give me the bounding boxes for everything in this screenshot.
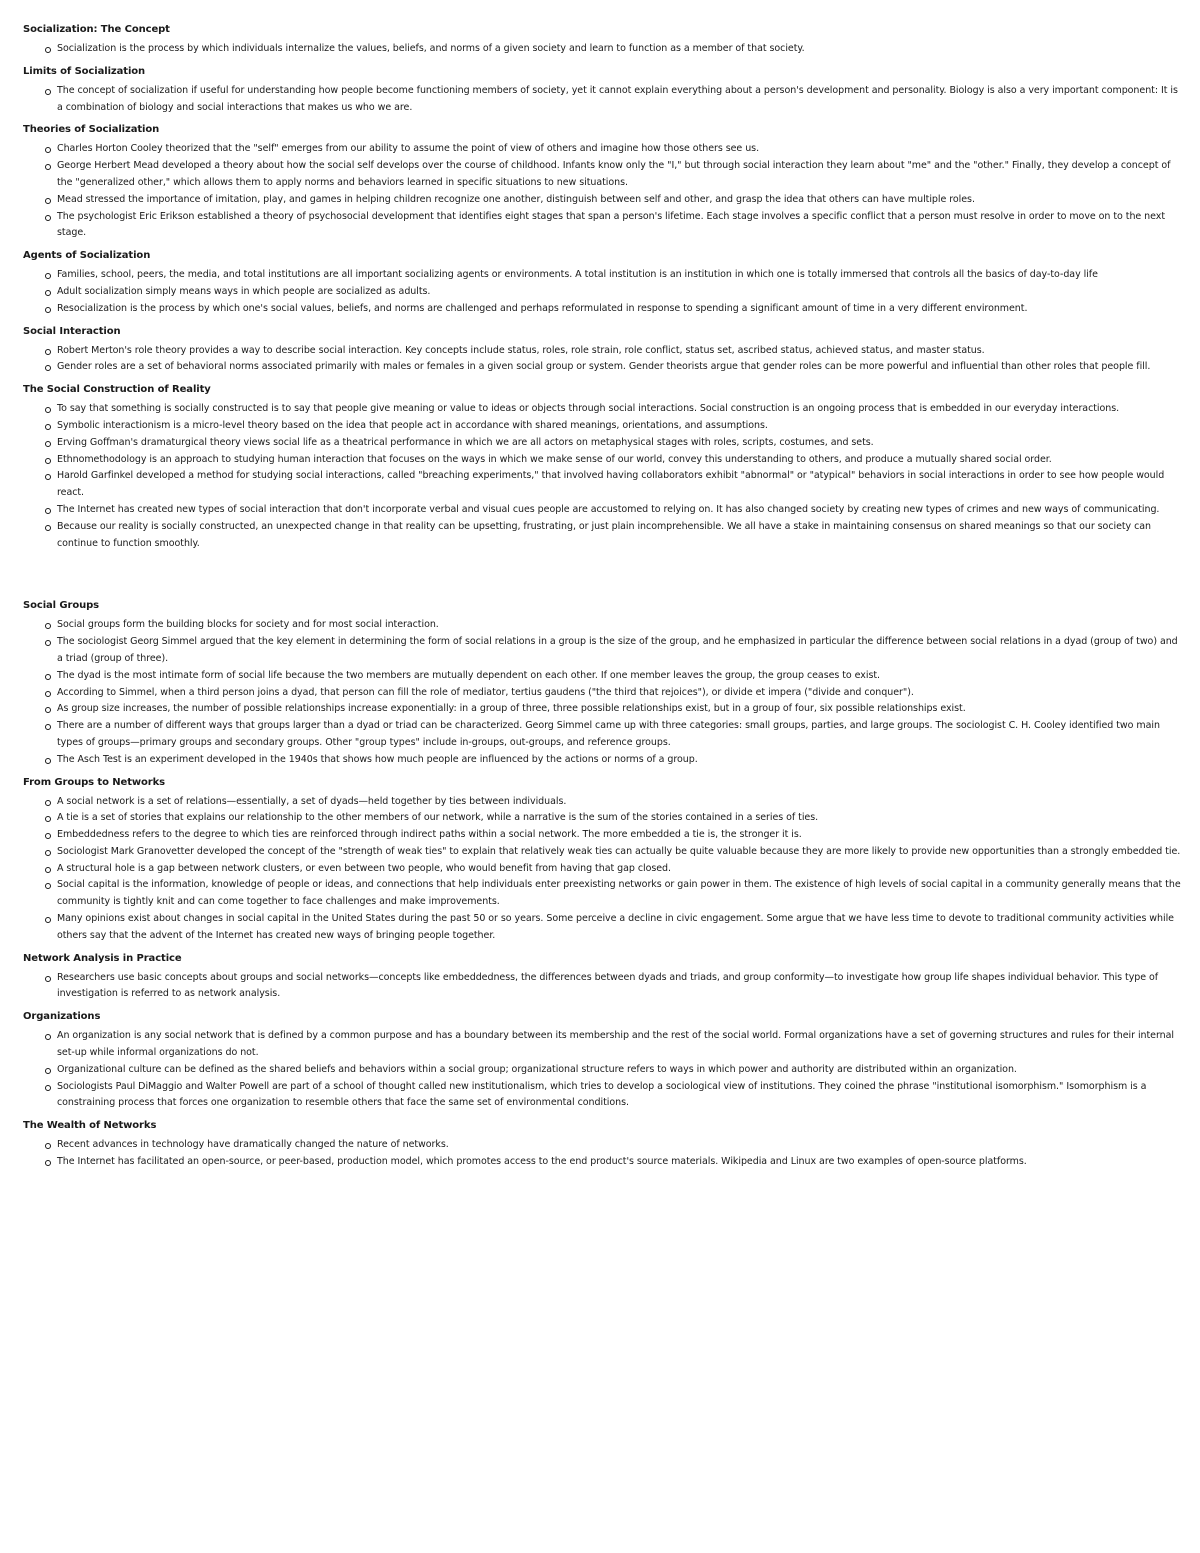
- section-heading: Social Groups: [23, 600, 100, 612]
- bullet-item: Organizational culture can be defined as the shared beliefs and behaviors within a social group; organizational structure refers to ways in which power and authority are distributed within an organization.: [57, 1062, 1182, 1079]
- bullet-item: Adult socialization simply means ways in which people are socialized as adults.: [57, 284, 1182, 301]
- bullet-item: The Internet has created new types of social interaction that don't incorporate verbal and visual cues people are accustomed to relying on. It has also changed society by creating new types of crimes and new ways of communicating.: [57, 502, 1182, 519]
- bullet-item: Recent advances in technology have dramatically changed the nature of networks.: [57, 1137, 1182, 1154]
- bullet-item: A social network is a set of relations—essentially, a set of dyads—held together by ties between individuals.: [57, 794, 1182, 811]
- section: [23, 775, 1182, 945]
- bullet-list: [23, 141, 1182, 242]
- bullet-item: The psychologist Eric Erikson established a theory of psychosocial development that identifies eight stages that span a person's lifetime. Each stage involves a specific conflict that a person must resolve in order to move on to the next stage.: [57, 209, 1182, 243]
- section-heading: The Wealth of Networks: [23, 1120, 157, 1132]
- bullet-list: [23, 1137, 1182, 1171]
- section-spacer: [23, 558, 1182, 598]
- bullet-item: Researchers use basic concepts about groups and social networks—concepts like embeddedness, the differences between dyads and triads, and group conformity—to investigate how group life shapes individual behavior. This type of investigation is referred to as network analysis.: [57, 970, 1182, 1004]
- bullet-item: A tie is a set of stories that explains our relationship to the other members of our network, while a narrative is the sum of the stories contained in a series of ties.: [57, 810, 1182, 827]
- bullet-list: [23, 794, 1182, 945]
- bullet-item: Families, school, peers, the media, and total institutions are all important socializing agents or environments. A total institution is an institution in which one is totally immersed that controls all the basics of day-to-day life: [57, 267, 1182, 284]
- bullet-item: As group size increases, the number of possible relationships increase exponentially: in a group of three, three possible relationships exist, but in a group of four, six possible relationships exist.: [57, 701, 1182, 718]
- bullet-item: An organization is any social network that is defined by a common purpose and has a boundary between its membership and the rest of the social world. Formal organizations have a set of governing structures and rules for their internal set-up while informal organizations do not.: [57, 1028, 1182, 1062]
- bullet-item: Sociologist Mark Granovetter developed the concept of the "strength of weak ties" to explain that relatively weak ties can actually be quite valuable because they are more likely to provide new opportunities than a strongly embedded tie.: [57, 844, 1182, 861]
- bullet-list: [23, 41, 1182, 58]
- bullet-item: The sociologist Georg Simmel argued that the key element in determining the form of social relations in a group is the size of the group, and he emphasized in particular the difference between social relations in a dyad (group of two) and a triad (group of three).: [57, 634, 1182, 668]
- bullet-item: Sociologists Paul DiMaggio and Walter Powell are part of a school of thought called new institutionalism, which tries to develop a sociological view of institutions. They coined the phrase "institutional isomorphism." Isomorphism is a constraining process that forces one organization to resemble others that face the same set of environmental conditions.: [57, 1079, 1182, 1113]
- bullet-item: Mead stressed the importance of imitation, play, and games in helping children recognize one another, distinguish between self and other, and grasp the idea that others can have multiple roles.: [57, 192, 1182, 209]
- section: [23, 22, 1182, 58]
- bullet-item: To say that something is socially constructed is to say that people give meaning or value to ideas or objects through social interactions. Social construction is an ongoing process that is embedded in our everyday interactions.: [57, 401, 1182, 418]
- bullet-list: [23, 343, 1182, 377]
- section-heading: The Social Construction of Reality: [23, 384, 211, 396]
- bullet-item: Socialization is the process by which individuals internalize the values, beliefs, and norms of a given society and learn to function as a member of that society.: [57, 41, 1182, 58]
- bullet-list: [23, 267, 1182, 317]
- section-heading: Socialization: The Concept: [23, 24, 170, 35]
- bullet-item: Embeddedness refers to the degree to which ties are reinforced through indirect paths within a social network. The more embedded a tie is, the stronger it is.: [57, 827, 1182, 844]
- bullet-item: Resocialization is the process by which one's social values, beliefs, and norms are challenged and perhaps reformulated in response to spending a significant amount of time in a very different environment.: [57, 301, 1182, 318]
- section: [23, 324, 1182, 377]
- section: [23, 1009, 1182, 1112]
- bullet-item: Because our reality is socially constructed, an unexpected change in that reality can be upsetting, frustrating, or just plain incomprehensible. We all have a stake in maintaining consensus on shared meanings so that our society can continue to function smoothly.: [57, 519, 1182, 553]
- bullet-item: Harold Garfinkel developed a method for studying social interactions, called "breaching experiments," that involved having collaborators exhibit "abnormal" or "atypical" behaviors in social interactions in order to see how people would react.: [57, 468, 1182, 502]
- bullet-item: The Internet has facilitated an open-source, or peer-based, production model, which promotes access to the end product's source materials. Wikipedia and Linux are two examples of open-source platforms.: [57, 1154, 1182, 1171]
- bullet-item: Social capital is the information, knowledge of people or ideas, and connections that help individuals enter preexisting networks or gain power in them. The existence of high levels of social capital in a community generally means that the community is tightly knit and can come together to face challenges and make improvements.: [57, 877, 1182, 911]
- bullet-item: Gender roles are a set of behavioral norms associated primarily with males or females in a given social group or system. Gender theorists argue that gender roles can be more powerful and influential than other roles that people fill.: [57, 359, 1182, 376]
- section: [23, 64, 1182, 117]
- section-heading: Organizations: [23, 1011, 101, 1023]
- bullet-item: According to Simmel, when a third person joins a dyad, that person can fill the role of mediator, tertius gaudens ("the third that rejoices"), or divide et impera ("divide and conquer").: [57, 685, 1182, 702]
- bullet-item: A structural hole is a gap between network clusters, or even between two people, who would benefit from having that gap closed.: [57, 861, 1182, 878]
- section-heading: From Groups to Networks: [23, 776, 166, 788]
- bullet-item: The Asch Test is an experiment developed in the 1940s that shows how much people are influenced by the actions or norms of a group.: [57, 752, 1182, 769]
- bullet-item: Many opinions exist about changes in social capital in the United States during the past 50 or so years. Some perceive a decline in civic engagement. Some argue that we have less time to devote to traditional community activities while others say that the advent of the Internet has created new ways of bringing people together.: [57, 911, 1182, 945]
- section: [23, 122, 1182, 242]
- section: [23, 248, 1182, 317]
- section-heading: Agents of Socialization: [23, 250, 151, 262]
- bullet-item: There are a number of different ways that groups larger than a dyad or triad can be characterized. Georg Simmel came up with three categories: small groups, parties, and large groups. The sociologist C. H. Cooley identified two main types of groups—primary groups and secondary groups. Other "group types" include in-groups, out-groups, and reference groups.: [57, 718, 1182, 752]
- section: [23, 951, 1182, 1004]
- section: [23, 1118, 1182, 1171]
- bullet-item: Robert Merton's role theory provides a way to describe social interaction. Key concepts include status, roles, role strain, role conflict, status set, ascribed status, achieved status, and master status.: [57, 343, 1182, 360]
- section-heading: Limits of Socialization: [23, 65, 146, 77]
- bullet-item: Ethnomethodology is an approach to studying human interaction that focuses on the ways in which we make sense of our world, convey this understanding to others, and produce a mutually shared social order.: [57, 452, 1182, 469]
- section: [23, 598, 1182, 768]
- bullet-item: Erving Goffman's dramaturgical theory views social life as a theatrical performance in which we are all actors on metaphysical stages with roles, scripts, costumes, and sets.: [57, 435, 1182, 452]
- bullet-list: [23, 401, 1182, 552]
- bullet-item: George Herbert Mead developed a theory about how the social self develops over the course of childhood. Infants know only the "I," but through social interaction they learn about "me" and the "other." Finally, they develop a concept of the "generalized other," which allows them to apply norms and behaviors learned in specific situations to new situations.: [57, 158, 1182, 192]
- bullet-item: Charles Horton Cooley theorized that the "self" emerges from our ability to assume the point of view of others and imagine how those others see us.: [57, 141, 1182, 158]
- bullet-list: [23, 617, 1182, 768]
- section-heading: Theories of Socialization: [23, 124, 160, 136]
- bullet-item: The concept of socialization if useful for understanding how people become functioning members of society, yet it cannot explain everything about a person's development and personality. Biology is also a very important component: It is a combination of biology and social interactions that makes us who we are.: [57, 83, 1182, 117]
- bullet-item: Social groups form the building blocks for society and for most social interaction.: [57, 617, 1182, 634]
- bullet-list: [23, 970, 1182, 1004]
- bullet-item: Symbolic interactionism is a micro-level theory based on the idea that people act in accordance with shared meanings, orientations, and assumptions.: [57, 418, 1182, 435]
- bullet-list: [23, 83, 1182, 117]
- section-heading: Social Interaction: [23, 325, 121, 337]
- bullet-item: The dyad is the most intimate form of social life because the two members are mutually dependent on each other. If one member leaves the group, the group ceases to exist.: [57, 668, 1182, 685]
- bullet-list: [23, 1028, 1182, 1112]
- section-heading: Network Analysis in Practice: [23, 952, 182, 964]
- section: [23, 382, 1182, 552]
